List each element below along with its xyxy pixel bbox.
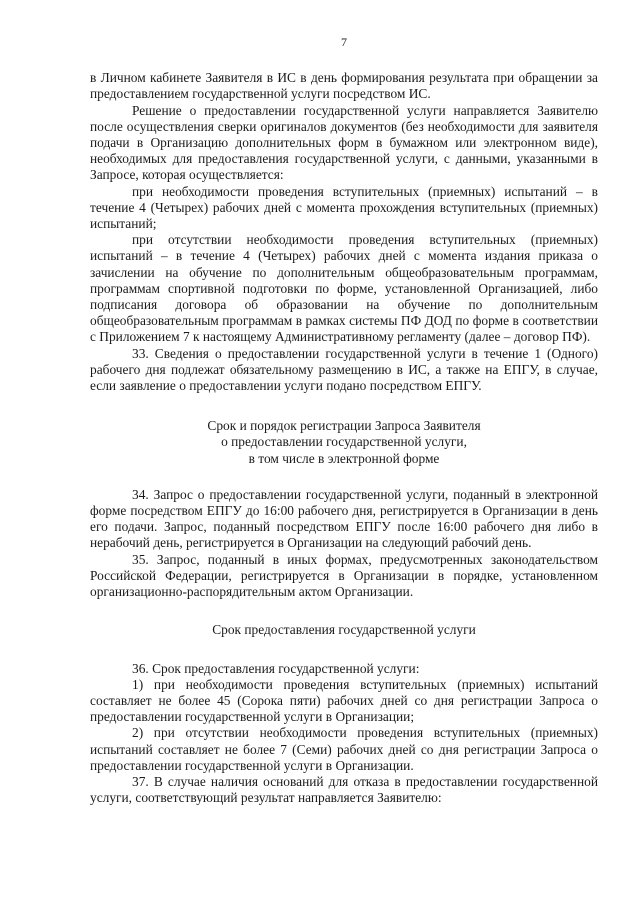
heading-line: о предоставлении государственной услуги, — [221, 434, 467, 450]
paragraph-with-exams: при необходимости проведения вступительных (приемных) испытаний – в течение 4 (Четырех) рабочих дней с момента прохождения вступительных (приемных) испытаний; — [90, 183, 598, 232]
section-heading-term: Срок предоставления государственной услуги — [212, 622, 476, 638]
paragraph-34: 34. Запрос о предоставлении государственной услуги, поданный в электронной форме посредством ЕПГУ до 16:00 рабочего дня, регистрируется в Организации в день его подачи. Запрос, поданный посредством ЕПГУ после 16:00 рабочего дня либо в нерабочий день, регистрируется в Организации на следующий рабочий день. — [90, 486, 598, 551]
paragraph-36: 36. Срок предоставления государственной услуги: — [132, 660, 420, 676]
page-number: 7 — [341, 35, 347, 49]
paragraph-35: 35. Запрос, поданный в иных формах, предусмотренных законодательством Российской Федерации, регистрируется в Организации в порядке, установленном организационно-распорядительным актом Организации. — [90, 551, 598, 600]
paragraph-36-item-1: 1) при необходимости проведения вступительных (приемных) испытаний составляет не более 45 (Сорока пяти) рабочих дней со дня регистрации Запроса о предоставлении государственной услуги в Организации; — [90, 676, 598, 725]
paragraph-decision: Решение о предоставлении государственной услуги направляется Заявителю после осуществления сверки оригиналов документов (без необходимости для заявителя подачи в Организацию дополнительных форм в бумажном или электронном виде), необходимых для предоставления государственной услуги, с данными, указанными в Запросе, которая осуществляется: — [90, 102, 598, 183]
paragraph-33: 33. Сведения о предоставлении государственной услуги в течение 1 (Одного) рабочего дня подлежат обязательному размещению в ИС, а также на ЕПГУ, в случае, если заявление о предоставлении услуги подано посредством ЕПГУ. — [90, 345, 598, 394]
paragraph-37: 37. В случае наличия оснований для отказа в предоставлении государственной услуги, соответствующий результат направляется Заявителю: — [90, 773, 598, 806]
heading-line: Срок и порядок регистрации Запроса Заявителя — [207, 418, 481, 434]
paragraph-without-exams: при отсутствии необходимости проведения вступительных (приемных) испытаний – в течение 4 (Четырех) рабочих дней с момента издания приказа о зачислении на обучение по дополнительным общеобразовательным программам, программам спортивной подготовки по форме, установленной Организацией, либо подписания договора об образовании на обучение по дополнительным общеобразовательным программам в рамках системы ПФ ДОД по форме в соответствии с Приложением 7 к настоящему Административному регламенту (далее – договор ПФ). — [90, 232, 598, 345]
heading-line: в том числе в электронной форме — [248, 450, 440, 466]
paragraph-personal-account: в Личном кабинете Заявителя в ИС в день формирования результата при обращении за предоставлением государственной услуги посредством ИС. — [90, 70, 598, 102]
paragraph-36-item-2: 2) при отсутствии необходимости проведения вступительных (приемных) испытаний составляет не более 7 (Семи) рабочих дней со дня регистрации Запроса о предоставлении государственной услуги в Организации. — [90, 725, 598, 773]
section-heading-registration — [90, 418, 598, 467]
